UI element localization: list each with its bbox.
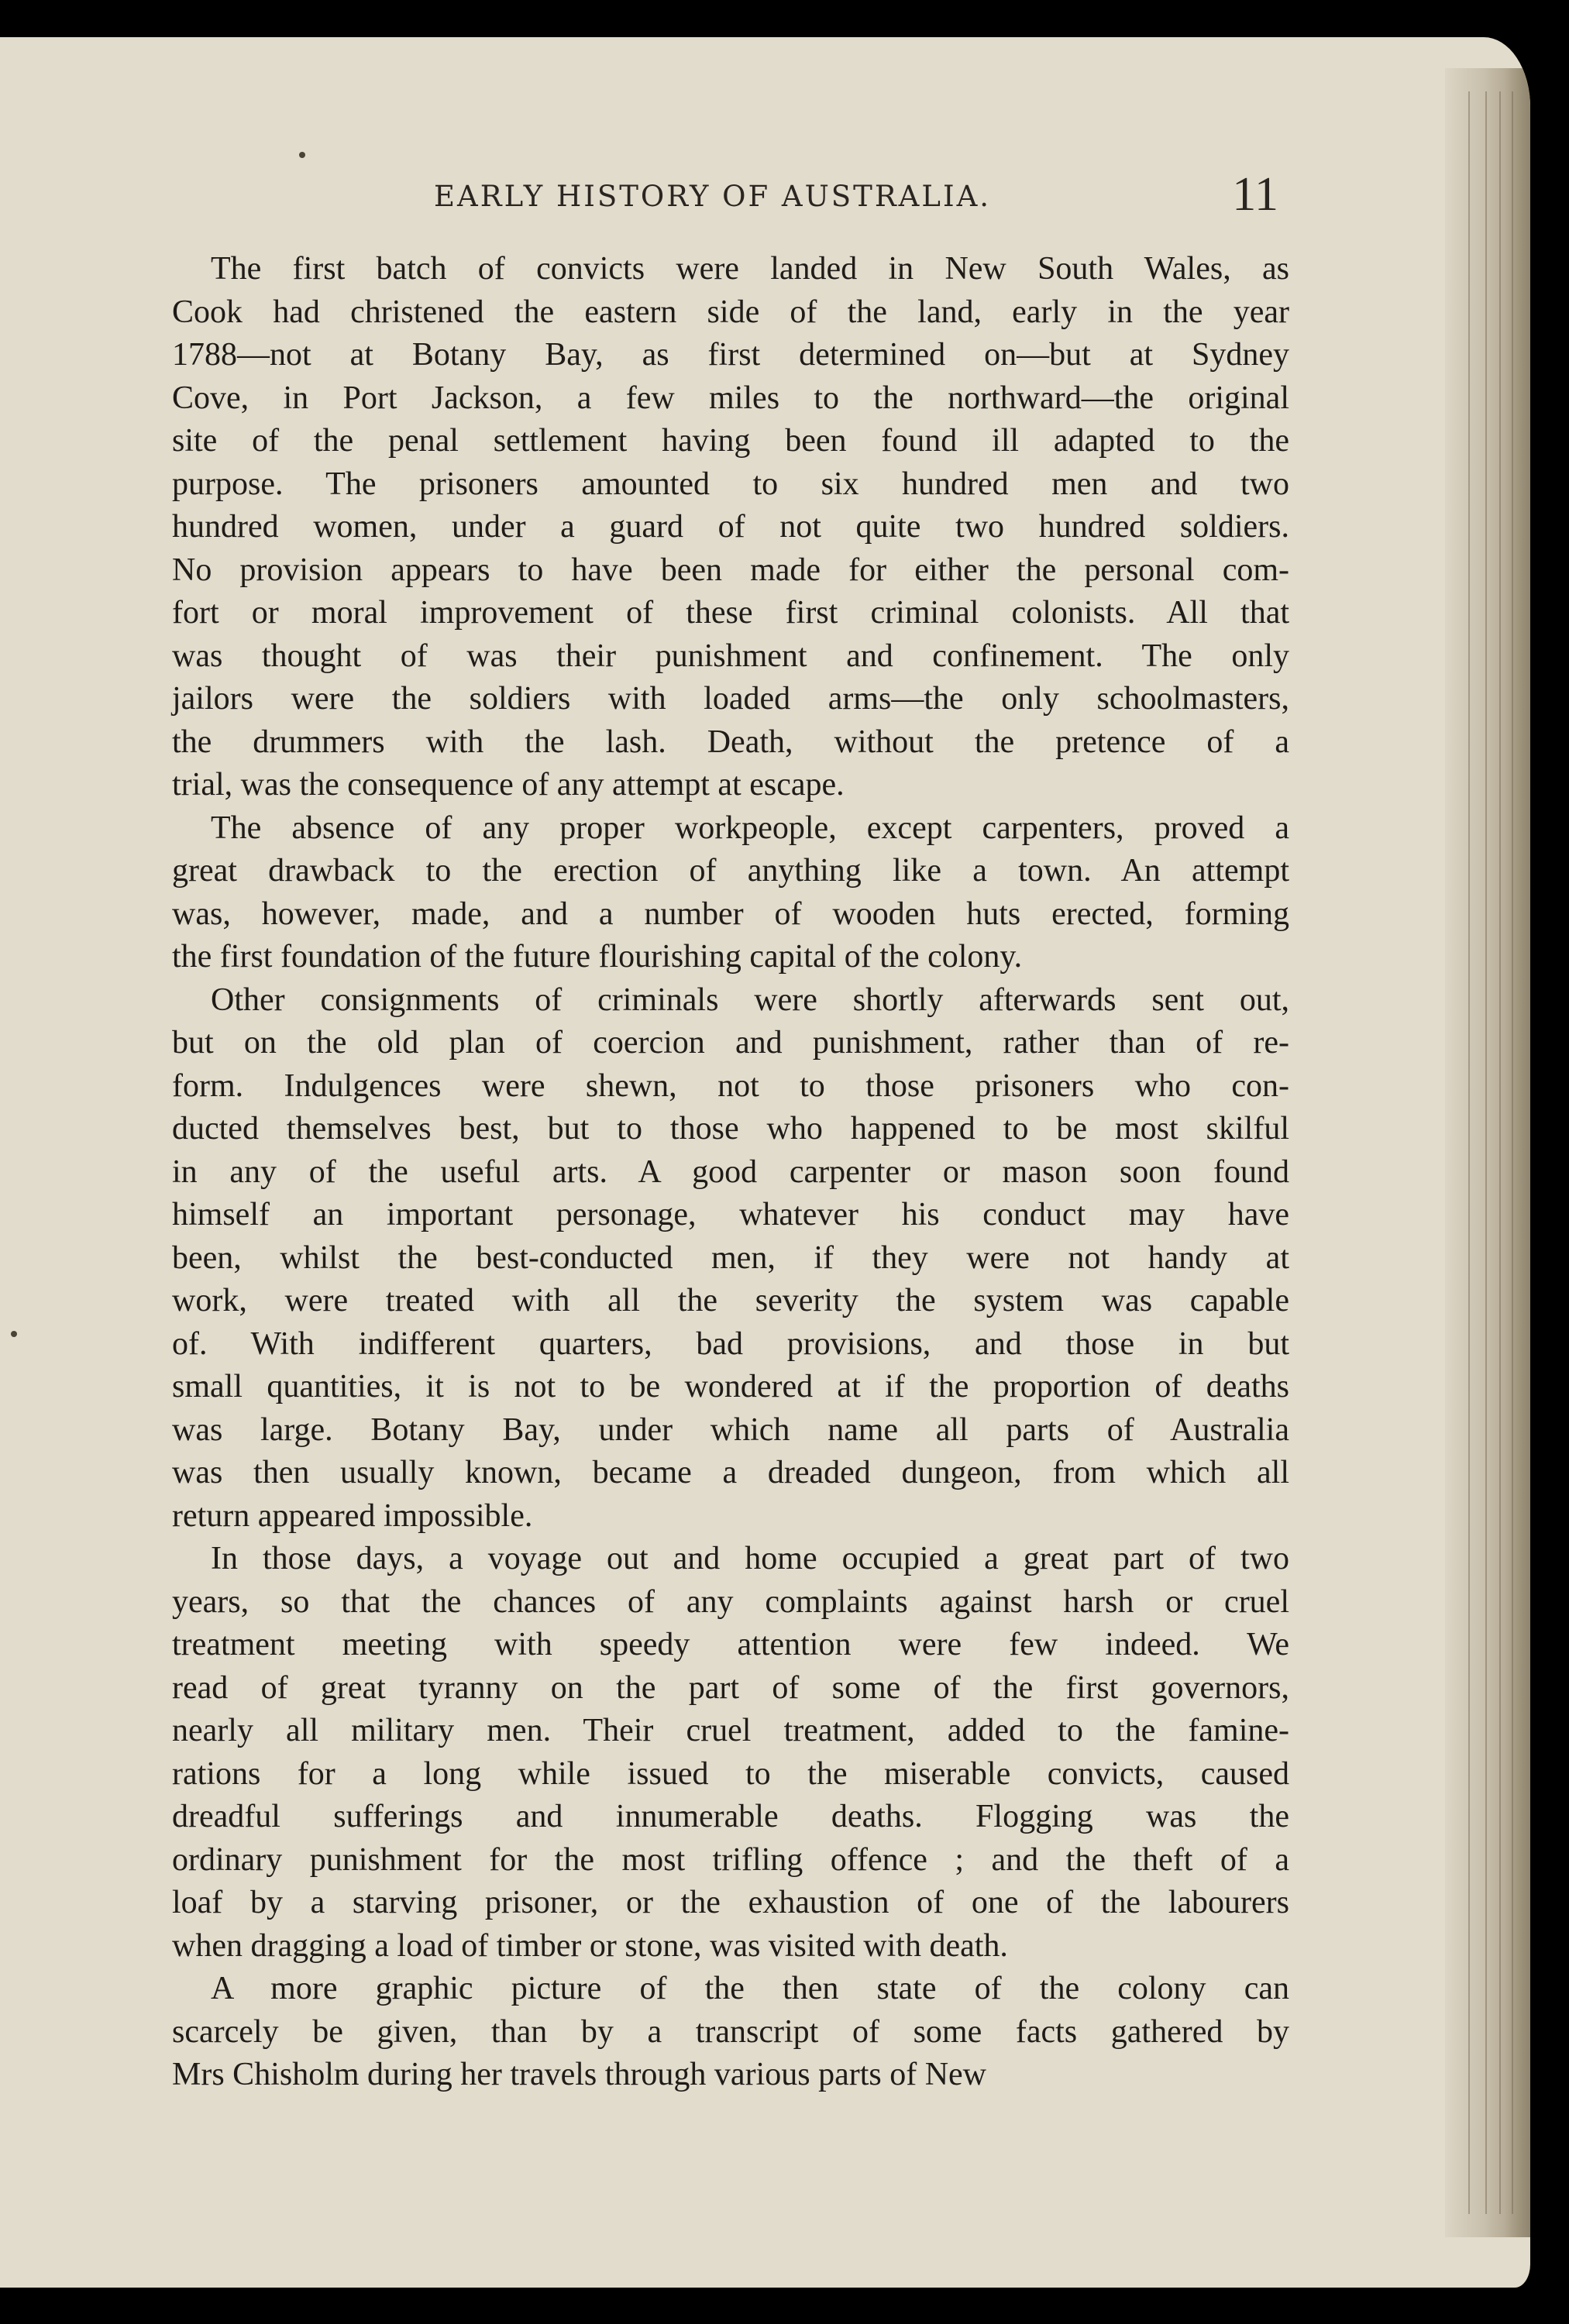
text-line: scarcely be given, than by a transcript of some facts gathered by [172,2013,1289,2050]
text-line: Cook had christened the eastern side of the land, early in the year [172,294,1289,330]
text-line: great drawback to the erection of anything like a town. An attempt [172,853,1289,889]
paragraph [172,1538,1289,1968]
page-edge-line [1512,91,1513,2214]
text-line: jailors were the soldiers with loaded arms—the only schoolmasters, [172,681,1289,717]
text-line: of. With indifferent quarters, bad provisions, and those in but [172,1325,1289,1362]
paragraph [172,807,1289,979]
text-line: the first foundation of the future flourishing capital of the colony. [172,939,1023,975]
text-line: purpose. The prisoners amounted to six hundred men and two [172,466,1289,502]
text-line: ducted themselves best, but to those who happened to be most skilful [172,1111,1289,1147]
text-line: fort or moral improvement of these first criminal colonists. All that [172,595,1289,631]
text-line: treatment meeting with speedy attention were few indeed. We [172,1627,1289,1662]
text-line: small quantities, it is not to be wondered at if the proportion of deaths [172,1369,1289,1404]
text-line: site of the penal settlement having been found ill adapted to the [172,423,1289,459]
text-line: in any of the useful arts. A good carpenter or mason soon found [172,1153,1289,1190]
page-edge [1445,68,1530,2237]
text-line: hundred women, under a guard of not quite two hundred soldiers. [172,509,1289,545]
text-line: Cove, in Port Jackson, a few miles to the northward—the original [172,380,1289,416]
page-header [434,167,1278,229]
text-line: but on the old plan of coercion and punishment, rather than of re- [172,1025,1289,1061]
text-line: trial, was the consequence of any attempt at escape. [172,767,845,803]
text-line: The absence of any proper workpeople, except carpenters, proved a [211,810,1289,846]
text-line: been, whilst the best-conducted men, if they were not handy at [172,1239,1289,1276]
running-head: EARLY HISTORY OF AUSTRALIA. [434,180,992,213]
text-line: form. Indulgences were shewn, not to those prisoners who con- [172,1067,1289,1104]
text-line: read of great tyranny on the part of some of the first governors, [172,1669,1289,1706]
text-line: Mrs Chisholm during her travels through various parts of New [172,2057,987,2092]
paragraph [172,979,1289,1538]
paragraph [172,1968,1289,2097]
text-line: Other consignments of criminals were shortly afterwards sent out, [211,982,1289,1018]
text-line: In those days, a voyage out and home occupied a great part of two [211,1541,1289,1576]
text-line: A more graphic picture of the then state of the colony can [211,1971,1289,2006]
print-speck [11,1331,17,1337]
body-text [172,248,1289,2097]
text-line: himself an important personage, whatever his conduct may have [172,1197,1289,1232]
text-line: nearly all military men. Their cruel treatment, added to the famine- [172,1713,1289,1748]
text-line: work, were treated with all the severity the system was capable [172,1283,1289,1318]
text-line: was thought of was their punishment and confinement. The only [172,638,1289,674]
text-line: return appeared impossible. [172,1497,533,1534]
text-line: was, however, made, and a number of wooden huts erected, forming [172,896,1289,932]
text-line: The first batch of convicts were landed in New South Wales, as [211,251,1289,287]
page-edge-line [1499,91,1501,2214]
text-line: was then usually known, became a dreaded dungeon, from which all [172,1455,1289,1490]
page-edge-line [1485,91,1487,2214]
print-speck [299,152,305,158]
text-line: when dragging a load of timber or stone, was visited with death. [172,1927,1008,1964]
text-line: ordinary punishment for the most trifling offence ; and the theft of a [172,1841,1289,1878]
text-line: was large. Botany Bay, under which name all parts of Australia [172,1411,1289,1448]
paragraph [172,248,1289,807]
text-line: No provision appears to have been made for either the personal com- [172,552,1289,588]
text-line: loaf by a starving prisoner, or the exhaustion of one of the labourers [172,1885,1289,1920]
text-line: rations for a long while issued to the miserable convicts, caused [172,1755,1289,1792]
text-line: years, so that the chances of any complaints against harsh or cruel [172,1583,1289,1620]
text-line: dreadful sufferings and innumerable deaths. Flogging was the [172,1799,1289,1834]
text-line: 1788—not at Botany Bay, as first determined on—but at Sydney [172,337,1289,373]
text-line: the drummers with the lash. Death, without the pretence of a [172,724,1289,760]
page-edge-line [1468,91,1470,2214]
page-number: 11 [1232,168,1278,221]
